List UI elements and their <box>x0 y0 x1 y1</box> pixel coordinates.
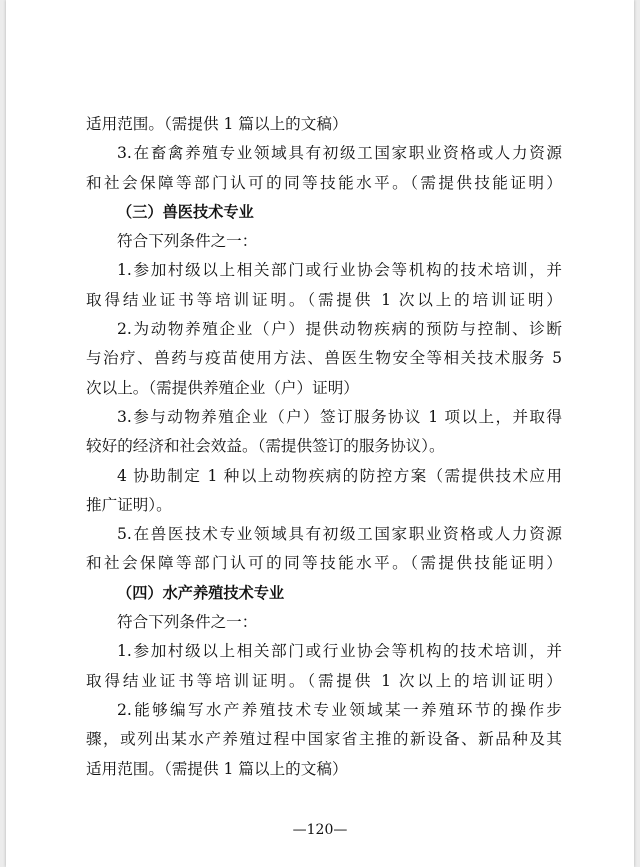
paragraph-line: 符合下列条件之一： <box>117 613 258 632</box>
paragraph-line: 和社会保障等部门认可的同等技能水平。（需提供技能证明） <box>86 173 562 192</box>
paragraph-line: 4 协助制定 1 种以上动物疾病的防控方案（需提供技术应用 <box>117 466 562 485</box>
page-number: —120— <box>292 822 348 838</box>
paragraph-line: 符合下列条件之一： <box>117 232 258 251</box>
paragraph-line: 适用范围。（需提供 1 篇以上的文稿） <box>86 115 348 133</box>
paragraph-line: 2.为动物养殖企业（户）提供动物疾病的预防与控制、诊断 <box>117 320 562 339</box>
paragraph-line: 2.能够编写水产养殖技术专业领域某一养殖环节的操作步 <box>117 700 562 719</box>
paragraph-line: 和社会保障等部门认可的同等技能水平。（需提供技能证明） <box>86 554 562 573</box>
paragraph-line: 骤，或列出某水产养殖过程中国家省主推的新设备、新品种及其 <box>86 730 562 749</box>
paragraph-line: 取得结业证书等培训证明。（需提供 1 次以上的培训证明） <box>86 290 562 309</box>
paragraph-line: 5.在兽医技术专业领域具有初级工国家职业资格或人力资源 <box>117 525 562 544</box>
paragraph-line: 1.参加村级以上相关部门或行业协会等机构的技术培训，并 <box>117 261 562 280</box>
paragraph-line: 取得结业证书等培训证明。（需提供 1 次以上的培训证明） <box>86 671 562 690</box>
paragraph-line: 3.参与动物养殖企业（户）签订服务协议 1 项以上，并取得 <box>117 407 562 426</box>
paragraph-line: 次以上。（需提供养殖企业（户）证明） <box>86 378 359 397</box>
section-heading-veterinary: （三）兽医技术专业 <box>117 202 254 221</box>
paragraph-line: 适用范围。（需提供 1 篇以上的文稿） <box>86 759 348 778</box>
section-heading-aquaculture: （四）水产养殖技术专业 <box>117 583 285 602</box>
paragraph-line: 推广证明）。 <box>86 495 172 514</box>
paragraph-line: 与治疗、兽药与疫苗使用方法、兽医生物安全等相关技术服务 5 <box>86 349 562 368</box>
paragraph-line: 较好的经济和社会效益。（需提供签订的服务协议）。 <box>86 437 445 456</box>
paragraph-line: 3.在畜禽养殖专业领域具有初级工国家职业资格或人力资源 <box>117 144 562 163</box>
paragraph-line: 1.参加村级以上相关部门或行业协会等机构的技术培训，并 <box>117 642 562 661</box>
document-body <box>86 110 562 784</box>
